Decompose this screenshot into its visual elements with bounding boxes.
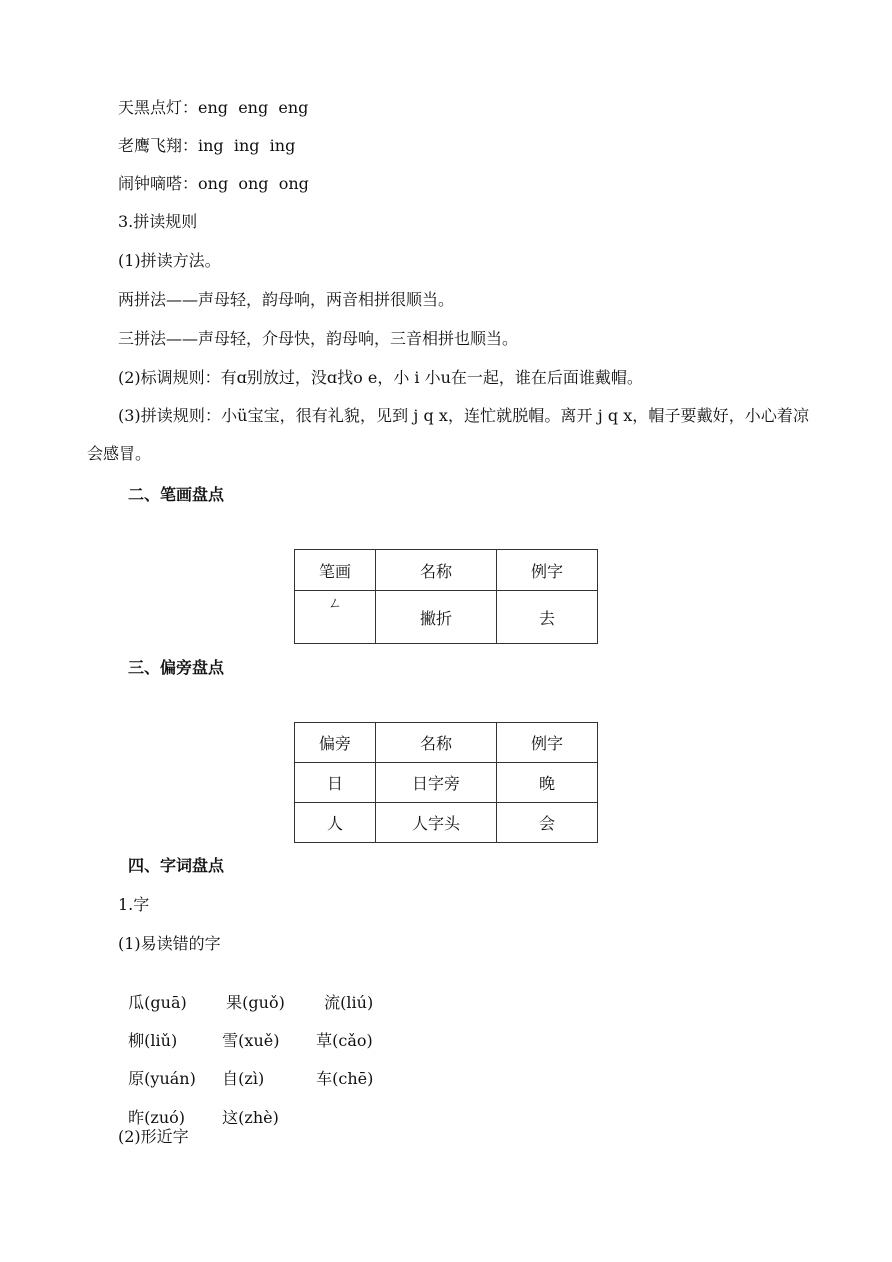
misread-char: 昨(zuó) xyxy=(128,1108,186,1127)
misread-char: 原(yuán) xyxy=(128,1069,196,1088)
heading-words: 四、字词盘点 xyxy=(128,856,225,875)
three-spell-text: 三拼法——声母轻，介母快，韵母响，三音相拼也顺当。 xyxy=(118,329,519,348)
misread-row xyxy=(118,1088,279,1128)
table-cell: 晚 xyxy=(497,763,598,803)
misread-char: 柳(liǔ) xyxy=(128,1031,178,1050)
table-cell xyxy=(295,591,376,644)
table-row xyxy=(295,591,598,644)
misread-char: 草(cǎo) xyxy=(316,1031,373,1050)
misread-char: 车(chē) xyxy=(316,1069,374,1088)
misread-row xyxy=(118,973,373,1013)
spell-rule-text: (3)拼读规则：小ü宝宝，很有礼貌，见到 j q x，连忙就脱帽。离开 j q x，帽子要戴好，小心着凉会感冒。 xyxy=(87,406,809,463)
pinyin-line: 闹钟嘀嗒：ong ong ong xyxy=(118,174,309,193)
table-header-cell: 名称 xyxy=(376,550,497,591)
misread-char: 这(zhè) xyxy=(222,1108,279,1127)
misread-char: 自(zì) xyxy=(222,1069,265,1088)
misread-char: 雪(xuě) xyxy=(222,1031,280,1050)
table-cell: 日 xyxy=(295,763,376,803)
stroke-table xyxy=(294,549,598,644)
table-row xyxy=(295,803,598,843)
table-row xyxy=(295,763,598,803)
tone-rule-text: (2)标调规则：有ɑ别放过，没ɑ找o e，小 i 小u在一起，谁在后面谁戴帽。 xyxy=(118,368,643,387)
section-title: 3.拼读规则 xyxy=(118,212,198,231)
char-title: 1.字 xyxy=(118,895,150,914)
table-cell: 人 xyxy=(295,803,376,843)
heading-strokes: 二、笔画盘点 xyxy=(128,485,225,504)
table-header-cell: 笔画 xyxy=(295,550,376,591)
misread-char: 果(guǒ) xyxy=(226,993,285,1012)
table-header-cell: 例字 xyxy=(497,550,598,591)
table-cell: 去 xyxy=(497,591,598,644)
similar-title: (2)形近字 xyxy=(118,1127,189,1146)
misread-row xyxy=(118,1049,373,1089)
misread-char: 瓜(guā) xyxy=(128,993,187,1012)
misread-char: 流(liú) xyxy=(324,993,374,1012)
method-title: (1)拼读方法。 xyxy=(118,251,221,270)
pinyin-line: 老鹰飞翔：ing ing ing xyxy=(118,136,296,155)
misread-row xyxy=(118,1011,373,1051)
table-cell: 会 xyxy=(497,803,598,843)
table-cell: 撇折 xyxy=(376,591,497,644)
heading-radicals: 三、偏旁盘点 xyxy=(128,658,225,677)
table-header-row xyxy=(295,723,598,763)
table-header-cell: 例字 xyxy=(497,723,598,763)
stroke-symbol: ㄥ xyxy=(328,596,342,612)
misread-title: (1)易读错的字 xyxy=(118,934,221,953)
two-spell-text: 两拼法——声母轻，韵母响，两音相拼很顺当。 xyxy=(118,290,455,309)
table-cell: 人字头 xyxy=(376,803,497,843)
table-header-cell: 偏旁 xyxy=(295,723,376,763)
radical-table xyxy=(294,722,598,843)
table-header-row xyxy=(295,550,598,591)
table-header-cell: 名称 xyxy=(376,723,497,763)
pinyin-line: 天黑点灯：eng eng eng xyxy=(118,98,309,117)
table-cell: 日字旁 xyxy=(376,763,497,803)
